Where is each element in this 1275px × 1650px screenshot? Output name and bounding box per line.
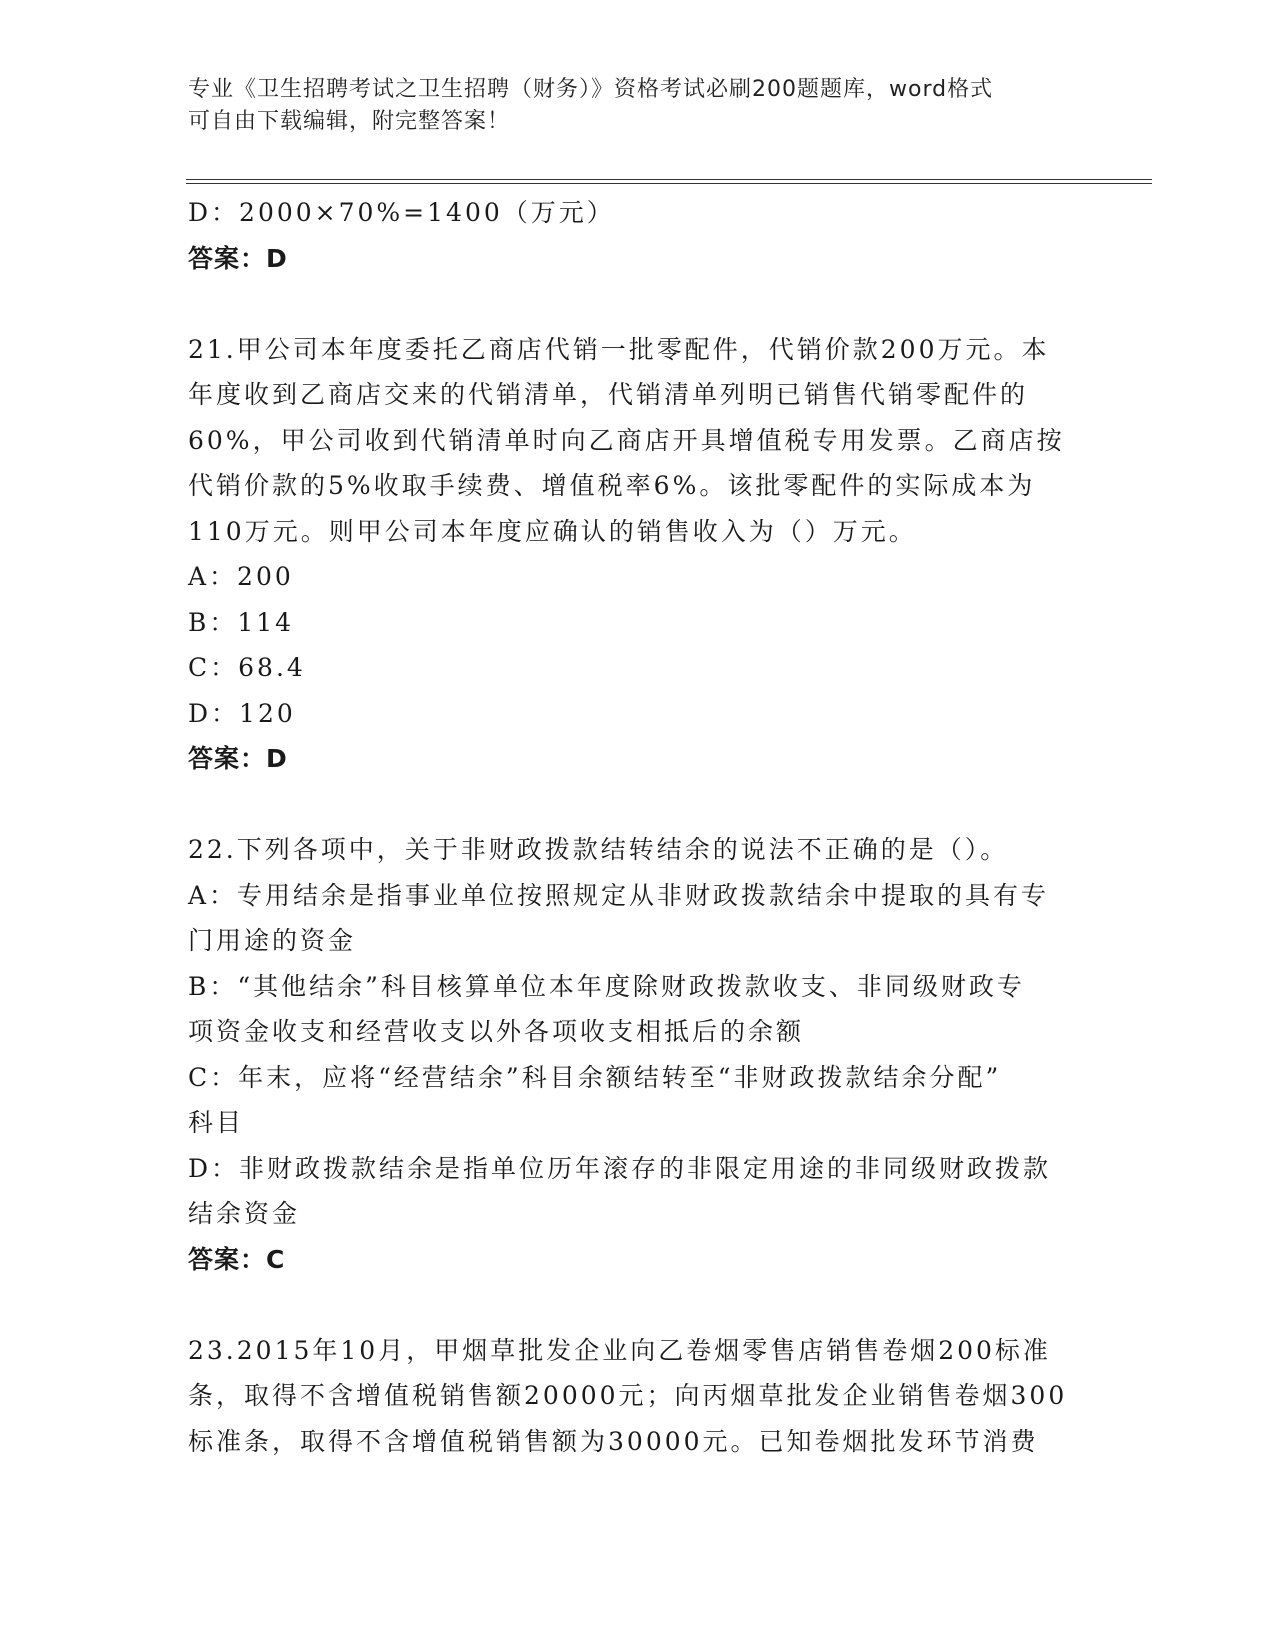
document-body — [188, 190, 1088, 1464]
header-line-1: 专业《卫生招聘考试之卫生招聘（财务）》资格考试必刷200题题库，word格式 — [188, 77, 994, 102]
question-stem-line: 23.2015年10月，甲烟草批发企业向乙卷烟零售店销售卷烟200标准 — [188, 1335, 1051, 1365]
header-divider-bottom — [186, 183, 1152, 184]
option-b: B：114 — [188, 607, 295, 637]
question-stem-line: 21.甲公司本年度委托乙商店代销一批零配件，代销价款200万元。本 — [188, 334, 1050, 364]
question-stem-line: 22.下列各项中，关于非财政拨款结转结余的说法不正确的是（）。 — [188, 835, 1009, 864]
answer-line: 答案：D — [188, 243, 288, 273]
option-c: C：年末，应将“经营结余”科目余额结转至“非财政拨款结余分配” — [188, 1062, 1002, 1092]
question-21 — [188, 327, 1088, 782]
option-a-continued: 门用途的资金 — [188, 926, 357, 955]
previous-question-tail — [188, 190, 1088, 281]
spacer — [188, 281, 1088, 327]
question-stem-line: 年度收到乙商店交来的代销清单，代销清单列明已销售代销零配件的 — [188, 380, 1029, 409]
option-a: A：200 — [188, 562, 294, 591]
answer-line: 答案：C — [188, 1244, 286, 1274]
spacer — [188, 1282, 1088, 1328]
option-b: B：“其他结余”科目核算单位本年度除财政拨款收支、非同级财政专 — [188, 971, 1025, 1001]
document-header — [188, 74, 1088, 138]
answer-line: 答案：D — [188, 744, 288, 773]
question-stem-line: 代销价款的5%收取手续费、增值税率6%。该批零配件的实际成本为 — [188, 471, 1036, 500]
option-c-continued: 科目 — [188, 1108, 245, 1137]
option-c: C：68.4 — [188, 653, 306, 682]
option-b-continued: 项资金收支和经营收支以外各项收支相抵后的余额 — [188, 1017, 805, 1046]
question-stem-line: 标准条，取得不含增值税销售额为30000元。已知卷烟批发环节消费 — [188, 1426, 1039, 1456]
header-divider-top — [186, 179, 1152, 180]
option-d: D：120 — [188, 698, 296, 728]
option-a: A：专用结余是指事业单位按照规定从非财政拨款结余中提取的具有专 — [188, 880, 1050, 910]
question-stem-line: 条，取得不含增值税销售额20000元；向丙烟草批发企业销售卷烟300 — [188, 1381, 1068, 1410]
option-d: D：非财政拨款结余是指单位历年滚存的非限定用途的非同级财政拨款 — [188, 1153, 1052, 1183]
spacer — [188, 782, 1088, 828]
option-d: D：2000×70%=1400（万元） — [188, 198, 615, 227]
question-22 — [188, 827, 1088, 1282]
option-d-continued: 结余资金 — [188, 1199, 301, 1228]
question-23 — [188, 1328, 1088, 1465]
header-line-2: 可自由下载编辑，附完整答案！ — [188, 109, 511, 134]
question-stem-line: 110万元。则甲公司本年度应确认的销售收入为（）万元。 — [188, 516, 917, 546]
question-stem-line: 60%，甲公司收到代销清单时向乙商店开具增值税专用发票。乙商店按 — [188, 425, 1065, 455]
